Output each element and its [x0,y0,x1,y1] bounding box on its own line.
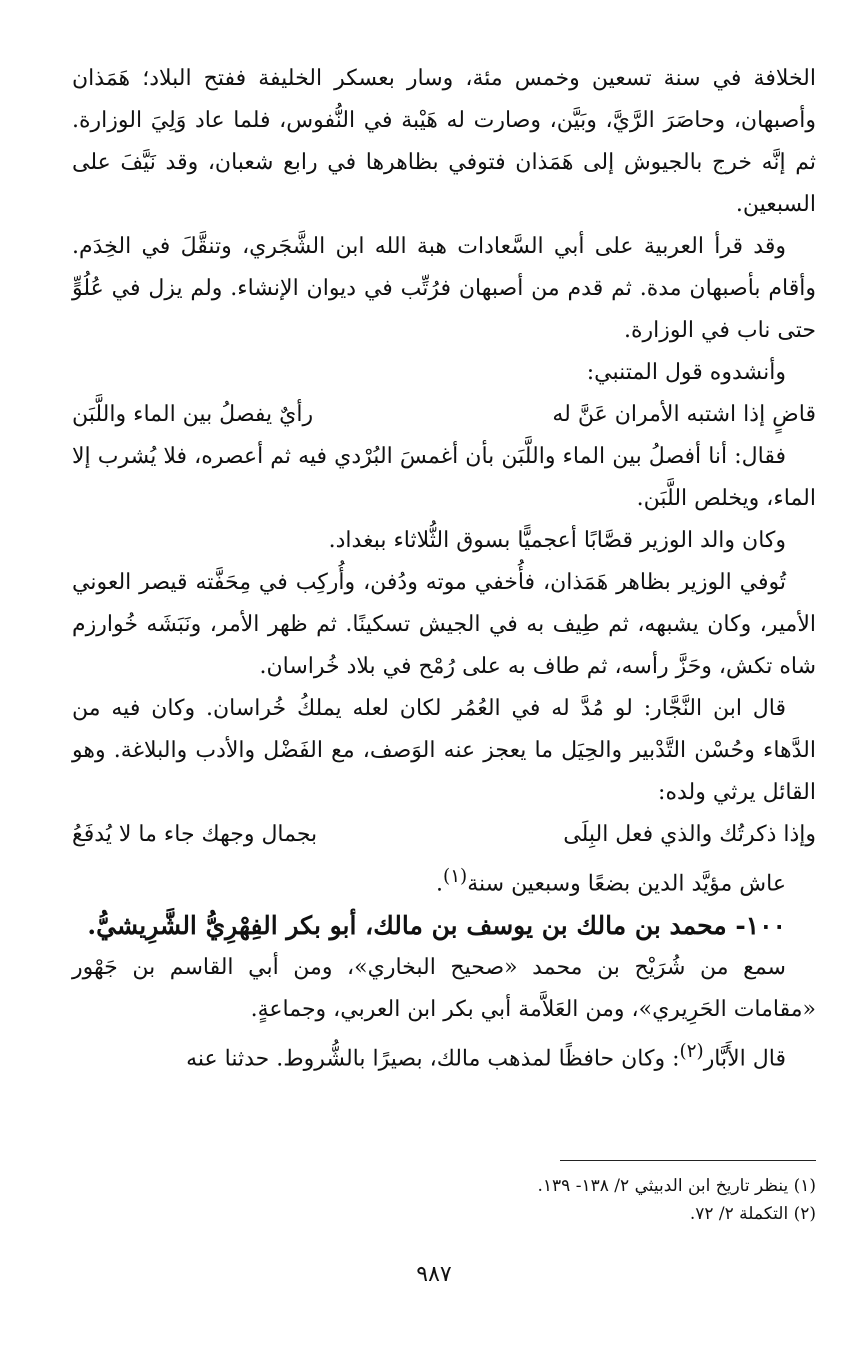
footnote-ref-1: (١) [443,866,468,887]
paragraph-2: وقد قرأ العربية على أبي السَّعادات هبة الله ابن الشَّجَري، وتنقَّلَ في الخِدَم. وأقام بأصبهان مدة. ثم قدم من أصبهان فرُتِّب في ديوان الإنشاء. ولم يزل في عُلُوٍّ حتى ناب في الوزارة. [72,234,816,343]
footnote-ref-2: (٢) [679,1041,704,1063]
main-text [72,58,816,1081]
footnote-2: (٢) التكملة ٢/ ٧٢. [689,1204,816,1224]
paragraph-5: وكان والد الوزير قصَّابًا أعجميًّا بسوق الثُّلاثاء ببغداد. [328,528,786,553]
paragraph-10-text-b: : وكان حافظًا لمذهب مالك، بصيرًا بالشُّروط. حدثنا عنه [186,1046,680,1072]
paragraph-9: سمع من شُرَيْح بن محمد «صحيح البخاري»، ومن أبي القاسم بن جَهْور «مقامات الحَرِيري»، ومن العَلاَّمة أبي بكر ابن العربي، وجماعةٍ. [72,955,816,1023]
footnote-1: (١) ينظر تاريخ ابن الدبيثي ٢/ ١٣٨- ١٣٩. [537,1176,816,1196]
verse-2-second-hemistich: بجمال وجهك جاء ما لا يُدفَعُ [72,822,318,847]
poem-verse-1 [72,394,816,436]
paragraph-4: فقال: أنا أفصلُ بين الماء واللَّبَن بأن أغمسَ البُرْدي فيه ثم أعصره، فلا يُشرب إلا الماء، ويخلص اللَّبَن. [72,444,816,511]
paragraph-8: عاش مؤيَّد الدين بضعًا وسبعين سنة$^{(١)}$. [436,866,786,897]
paragraph-7: قال ابن النَّجَّار: لو مُدَّ له في العُمُر لكان لعله يملكُ خُراسان. وكان فيه من الدَّهاء وحُسْن التَّدْبير والحِيَل ما يعجز عنه الوَصف، مع الفَضْل والأدب والبلاغة. وهو القائل يرثي ولده: [72,696,816,805]
footnote-divider [560,1160,816,1161]
paragraph-10 [72,1031,816,1080]
verse-1-second-hemistich: رأيٌ يفصلُ بين الماء واللَّبَن [72,402,314,427]
paragraph-8-text: عاش مؤيَّد الدين بضعًا وسبعين سنة [467,871,786,897]
poem-verse-2 [72,814,816,856]
paragraph-1: الخلافة في سنة تسعين وخمس مئة، وسار بعسكر الخليفة ففتح البلاد؛ هَمَذان وأصبهان، وحاصَرَ الرَّيَّ، وبَيَّن، وصارت له هَيْبة في النُّفوس، فلما عاد وَلِيَ الوزارة. ثم إنَّه خرج بالجيوش إلى هَمَذان فتوفي بظاهرها في رابع شعبان، وقد نَيَّفَ على السبعين. [72,66,816,217]
paragraph-6: تُوفي الوزير بظاهر هَمَذان، فأُخفي موته ودُفن، وأُركِب في مِحَفَّته قيصر العوني الأمير، وكان يشبهه، ثم طِيف به في الجيش تسكينًا. ثم ظهر الأمر، ونَبَشَه خُوارزم شاه تكش، وحَزَّ رأسه، ثم طاف به على رُمْح في بلاد خُراسان. [72,570,816,679]
page-number: ٩٨٧ [416,1262,452,1287]
verse-2-first-hemistich: وإذا ذكرتُك والذي فعل البِلَى [563,822,816,847]
paragraph-3: وأنشدوه قول المتنبي: [586,360,786,385]
footnotes [72,1172,816,1228]
verse-1-first-hemistich: قاضٍ إذا اشتبه الأمران عَنَّ له [552,402,816,427]
paragraph-10-text-a: قال الأَبَّار [703,1046,786,1072]
entry-heading: ١٠٠- محمد بن مالك بن يوسف بن مالك، أبو بكر الفِهْرِيُّ الشَّرِيشيُّ. [87,911,786,941]
